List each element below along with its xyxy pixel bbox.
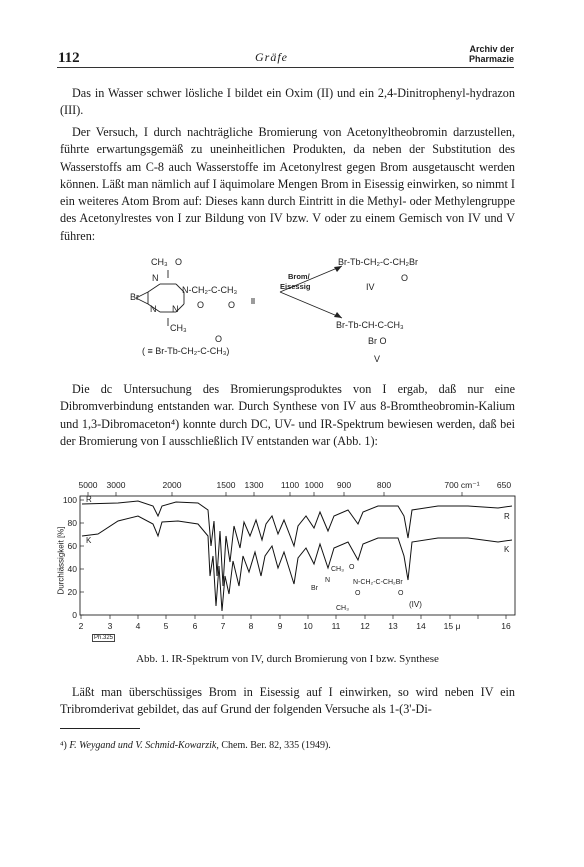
bottom-axis-labels	[58, 618, 528, 632]
bottom-tick-14: 14	[416, 621, 426, 631]
ch3-bottom: CH₃	[170, 323, 187, 333]
top-tick-700: 700 cm⁻¹	[444, 480, 480, 490]
footnote-citation: Chem. Ber. 82, 335 (1949).	[221, 740, 331, 751]
n-acetonyl-chain: N-CH₂-C-CH₃	[182, 285, 238, 295]
plot-frame	[80, 496, 515, 615]
footnote	[60, 740, 515, 751]
product-v-substituents: Br O	[368, 336, 387, 346]
paragraph-4: Läßt man überschüssiges Brom in Eisessig auf I einwirken, so wird neben IV ein Tribromderivat gebildet, das auf Grund der folgenden Versuche als 1-(3'-Di-	[60, 685, 515, 717]
label-v: V	[374, 354, 381, 364]
running-title: Gräfe	[255, 50, 288, 64]
bottom-tick-4: 4	[135, 621, 141, 631]
journal-line-1: Archiv der	[469, 44, 514, 54]
top-tick-650: 650	[496, 480, 512, 490]
journal-line-2: Pharmazie	[468, 54, 514, 64]
top-tick-900: 900	[336, 480, 352, 490]
spectrum-curve-r	[82, 501, 512, 586]
product-iv-formula: Br-Tb-CH₂-C-CH₂Br	[338, 257, 418, 267]
figure-caption: Abb. 1. IR-Spektrum von IV, durch Bromierung von I bzw. Synthese	[136, 653, 439, 665]
curve-label-r-right: R	[504, 512, 510, 521]
y-tick-80: 80	[67, 518, 77, 528]
paragraph-1: Das in Wasser schwer lösliche I bildet ein Oxim (II) und ein 2,4-Dinitrophenyl-hydrazon (III).	[60, 86, 515, 118]
inset-n: N	[325, 577, 331, 584]
tb-oxygen: O	[215, 334, 223, 344]
o-chain: O	[228, 300, 236, 310]
top-tick-1500: 1500	[216, 480, 236, 490]
inset-ch3-top: CH₃	[331, 566, 344, 573]
top-tick-800: 800	[376, 480, 392, 490]
header-rule	[57, 67, 514, 68]
o-ring: O	[197, 300, 205, 310]
top-tick-3000: 3000	[106, 480, 126, 490]
bottom-tick-7: 7	[220, 621, 226, 631]
label-iv: IV	[366, 282, 375, 292]
curve-label-k-right: K	[504, 545, 510, 554]
top-tick-2000: 2000	[162, 480, 182, 490]
curve-label-r-left: R	[86, 495, 92, 504]
inset-o-ring: O	[355, 590, 361, 597]
y-axis-title: Durchlässigkeit [%]	[56, 526, 66, 595]
top-tick-1000: 1000	[304, 480, 324, 490]
tb-definition: ( ≡ Br-Tb-CH₂-C-CH₃)	[142, 346, 230, 356]
br-left: Br	[130, 292, 139, 302]
bottom-tick-12: 12	[360, 621, 370, 631]
top-axis-labels	[58, 476, 528, 494]
inset-ch3-bottom: CH₃	[336, 605, 349, 612]
y-tick-40: 40	[67, 564, 77, 574]
top-tick-5000: 5000	[78, 480, 98, 490]
reagent-acetic-acid: Eisessig	[280, 282, 311, 291]
bottom-tick-2: 2	[78, 621, 84, 631]
o-top: O	[175, 257, 183, 267]
y-tick-100: 100	[62, 495, 77, 505]
inset-chain: N-CH₂-C-CH₂Br	[353, 579, 403, 586]
journal-name	[469, 44, 514, 64]
n-atom-4: N	[172, 304, 179, 314]
bottom-tick-15: 15 μ	[443, 621, 461, 631]
inset-o-chain: O	[398, 590, 404, 597]
product-v-formula: Br-Tb-CH-C-CH₃	[336, 320, 404, 330]
inset-label-iv: (IV)	[409, 600, 422, 609]
figure-id-stamp: Ph.325	[94, 635, 114, 641]
bottom-tick-16: 16	[501, 621, 511, 631]
paragraph-2: Der Versuch, I durch nachträgliche Bromierung von Acetonyltheobromin darzustellen, führte erwartungsgemäß zu uneinheitlichen Produkten, da neben der Substitution des Wasserstoffs am C-8 auch Wasserstoffe im Acetonylrest gegen Brom ausgetauscht werden können. Läßt man nämlich auf I äquimolare Mengen Brom in Eisessig einwirken, so nimmt I ein weiteres Atom Brom auf: Dieses kann durch Eintritt in die Methyl- oder Methylengruppe des Acetonylrestes von I zur Bildung von IV bzw. V oder zu einem Gemisch von IV und V führen:	[60, 125, 515, 243]
bottom-tick-8: 8	[248, 621, 254, 631]
y-tick-60: 60	[67, 541, 77, 551]
footnote-mark: ⁴)	[60, 740, 67, 751]
bottom-tick-3: 3	[107, 621, 113, 631]
footnote-rule	[60, 728, 140, 729]
bottom-tick-10: 10	[303, 621, 313, 631]
bottom-tick-5: 5	[163, 621, 169, 631]
curve-label-k-left: K	[86, 536, 92, 545]
bottom-tick-13: 13	[388, 621, 398, 631]
footnote-authors: F. Weygand und V. Schmid-Kowarzik,	[69, 740, 219, 751]
bottom-tick-6: 6	[192, 621, 198, 631]
n-atom-3: N	[150, 304, 157, 314]
n-atom-1: N	[152, 273, 159, 283]
page-number: 112	[58, 50, 80, 66]
y-tick-0: 0	[72, 610, 77, 620]
product-iv-oxygen: O	[401, 273, 409, 283]
paragraph-3: Die dc Untersuchung des Bromierungsproduktes von I ergab, daß nur eine Dibromverbindung entstanden war. Durch Synthese von IV aus 8-Bromtheobromin-Kalium und 1,3-Dibromaceton⁴) konnte durch DC, UV- und IR-Spektrum bewiesen werden, daß bei der Bromierung von I ausschließlich IV entstanden war (Abb. 1):	[60, 382, 515, 448]
y-tick-20: 20	[67, 587, 77, 597]
ch3-top: CH₃	[151, 257, 168, 267]
inset-o-top: O	[349, 564, 355, 571]
reagent-bromine: Brom/	[288, 272, 310, 281]
bottom-tick-11: 11	[331, 621, 341, 631]
top-tick-1100: 1100	[280, 480, 300, 490]
top-tick-1300: 1300	[244, 480, 264, 490]
inset-br: Br	[311, 585, 318, 592]
bottom-tick-9: 9	[277, 621, 283, 631]
